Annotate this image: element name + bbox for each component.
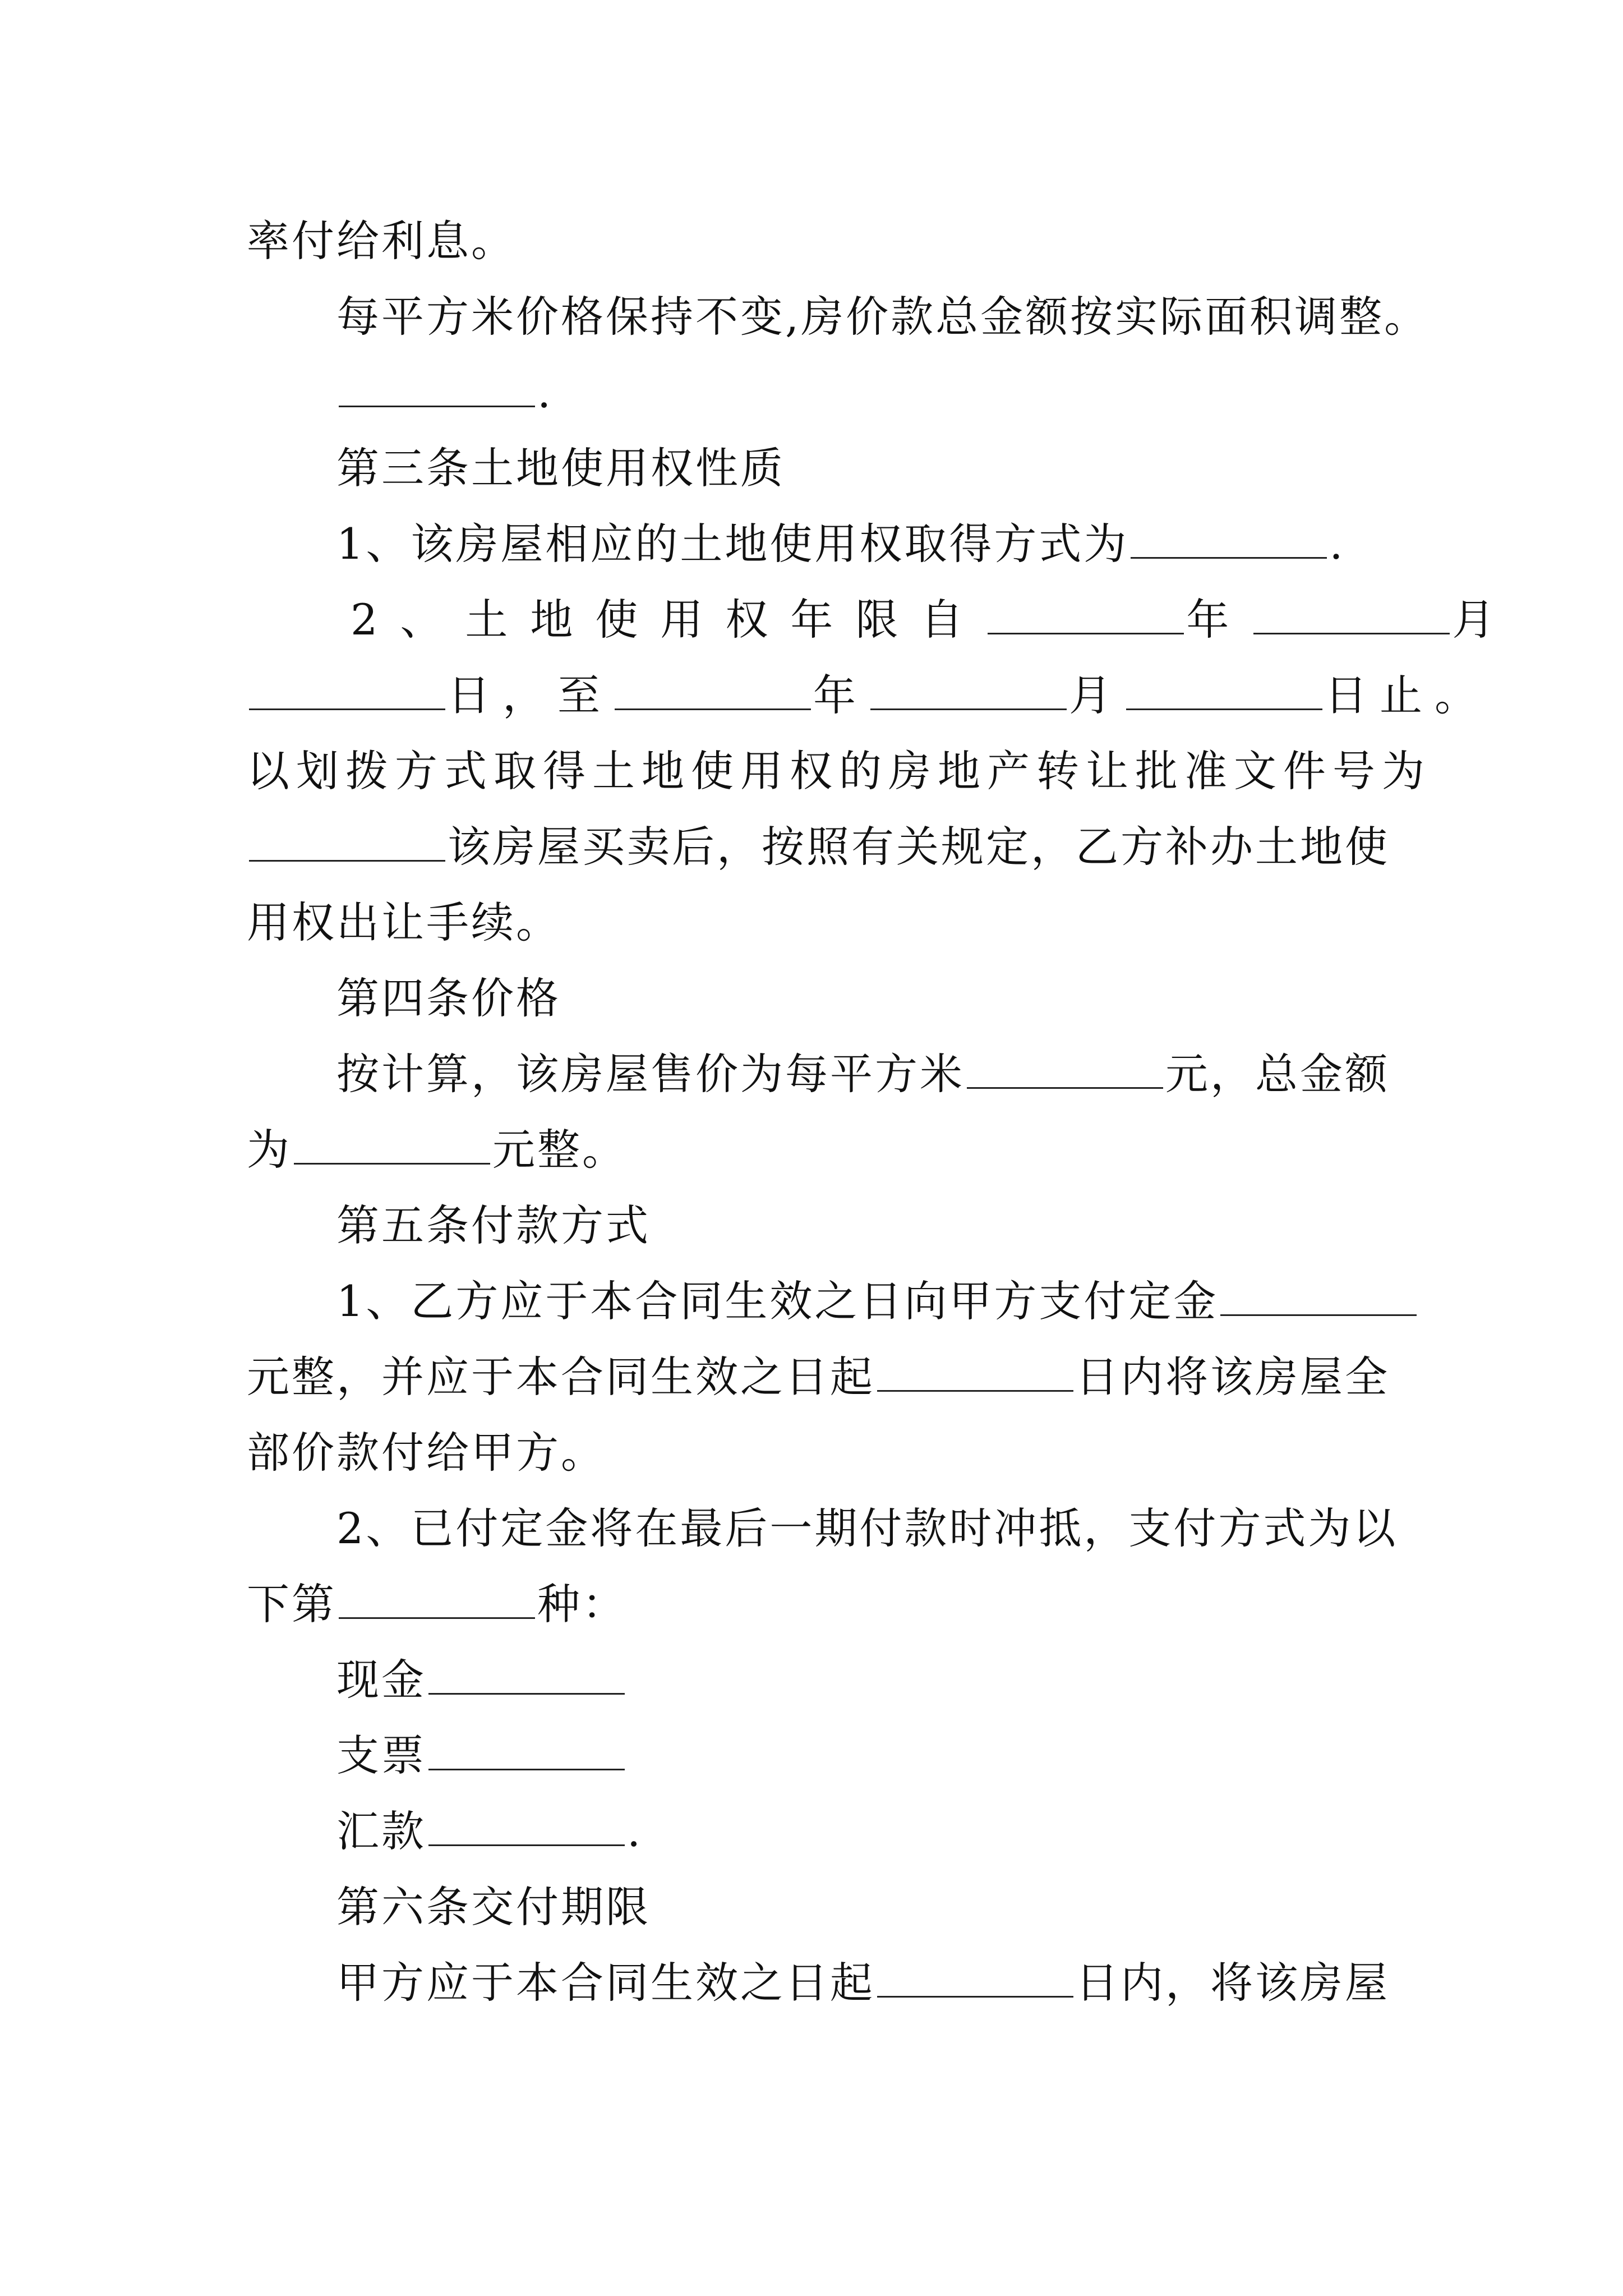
text-line-transfer-procedure: 用权出让手续。 (247, 898, 561, 947)
text-line-cheque: 支票 (336, 1728, 627, 1784)
blank-field[interactable] (1126, 669, 1322, 710)
blank-field[interactable] (877, 1957, 1073, 1998)
text-line-blank: . (336, 365, 553, 421)
blank-field[interactable] (339, 366, 535, 407)
blank-field[interactable] (339, 1578, 535, 1619)
section-heading-payment: 第五条付款方式 (336, 1200, 651, 1250)
text-line-method-choice: 下第 种： (247, 1579, 627, 1629)
text-line-delivery-term: 甲方应于本合同生效之日起 日内，将该房屋 (336, 1958, 1390, 2008)
text-line-total-amount: 为 元整。 (247, 1125, 627, 1175)
blank-field[interactable] (967, 1048, 1163, 1089)
blank-field[interactable] (294, 1124, 490, 1165)
blank-field[interactable] (1131, 518, 1327, 559)
blank-field[interactable] (428, 1729, 625, 1770)
text-line-pay-seller: 部价款付给甲方。 (247, 1428, 606, 1478)
blank-field[interactable] (877, 1351, 1073, 1392)
blank-field[interactable] (988, 593, 1184, 634)
blank-field[interactable] (249, 669, 445, 710)
text-line-interest: 率付给利息。 (247, 216, 516, 266)
text-line-land-acquisition: 1、该房屋相应的土地使用权取得方式为 . (336, 519, 1345, 569)
blank-field[interactable] (1220, 1275, 1417, 1316)
text-line-unit-price: 按计算，该房屋售价为每平方米 元，总金额 (336, 1049, 1390, 1099)
text-line-land-term: 2、土地使用权年限自 年 月 (351, 595, 1518, 645)
blank-field[interactable] (428, 1805, 625, 1846)
text-line-cash: 现金 (336, 1652, 627, 1708)
blank-field[interactable] (1253, 593, 1450, 634)
blank-field[interactable] (428, 1654, 625, 1695)
text-line-deposit: 1、乙方应于本合同生效之日向甲方支付定金 (336, 1273, 1419, 1329)
text-line-full-payment: 元整，并应于本合同生效之日起 日内将该房屋全 (247, 1352, 1390, 1402)
text-line-allocation: 以划拨方式取得土地使用权的房地产转让批准文件号为 (247, 746, 1431, 796)
section-heading-price: 第四条价格 (336, 973, 561, 1023)
text-line-price-adjust: 每平方米价格保持不变,房价款总金额按实际面积调整。 (336, 292, 1430, 342)
blank-field[interactable] (615, 669, 811, 710)
section-heading-land-use: 第三条土地使用权性质 (336, 443, 785, 493)
section-heading-delivery: 第六条交付期限 (336, 1882, 651, 1932)
text-line-land-term-end: 日，至 年 月 日止。 (247, 668, 1490, 724)
blank-field[interactable] (249, 821, 445, 862)
blank-field[interactable] (870, 669, 1067, 710)
text-line-remittance: 汇款 . (336, 1806, 643, 1856)
text-line-deposit-offset: 2、已付定金将在最后一期付款时冲抵，支付方式为以 (336, 1503, 1398, 1553)
text-line-after-sale: 该房屋买卖后，按照有关规定，乙方补办土地使 (247, 819, 1390, 875)
